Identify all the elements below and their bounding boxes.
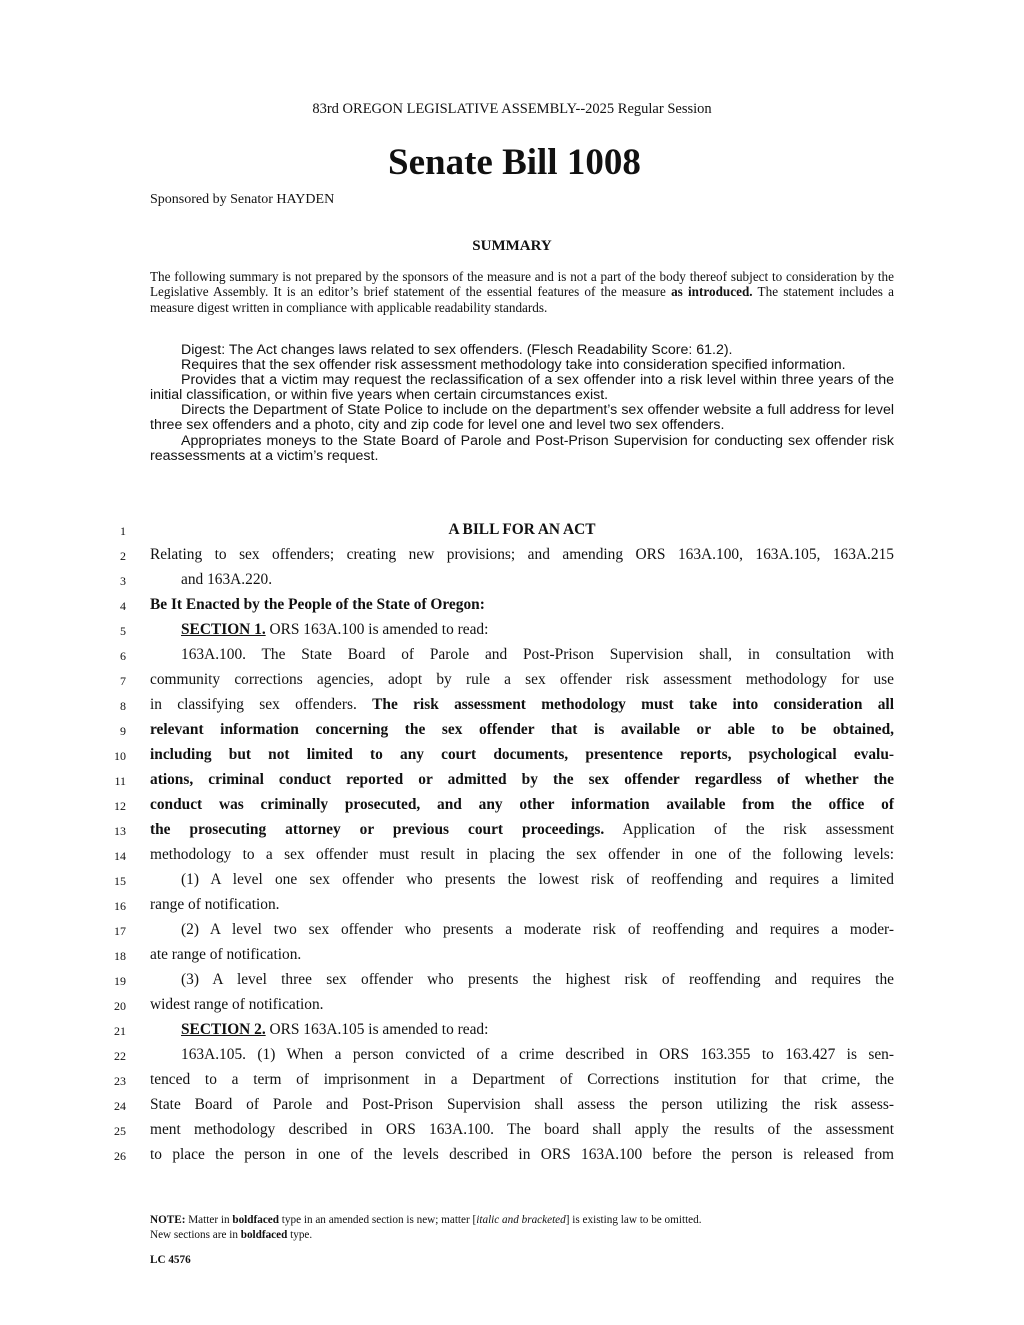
- line-number: 20: [114, 999, 126, 1013]
- bill-line: the prosecuting attorney or previous court proceedings. Application of the risk assessment: [150, 821, 895, 838]
- bill-line: range of notification.: [150, 896, 280, 913]
- section-2-heading: SECTION 2. ORS 163A.105 is amended to read:: [181, 1021, 489, 1038]
- line-number: 19: [114, 974, 126, 988]
- bill-heading: A BILL FOR AN ACT: [448, 521, 596, 538]
- line-number: 3: [120, 574, 126, 588]
- line-number: 1: [120, 524, 126, 538]
- section-1-heading: SECTION 1. ORS 163A.100 is amended to read:: [181, 621, 489, 638]
- summary-heading: SUMMARY: [472, 238, 552, 254]
- digest-paragraph: Requires that the sex offender risk assessment methodology take into consideration specified information.: [181, 357, 846, 374]
- line-number: 9: [120, 724, 126, 738]
- session-header: 83rd OREGON LEGISLATIVE ASSEMBLY--2025 Regular Session: [312, 101, 712, 117]
- bill-line: conduct was criminally prosecuted, and any other information available from the office of: [150, 796, 894, 813]
- relating-clause: Relating to sex offenders; creating new provisions; and amending ORS 163A.100, 163A.105, 163A.215: [150, 546, 894, 563]
- line-number: 26: [114, 1149, 126, 1163]
- line-number: 12: [114, 799, 126, 813]
- lc-number: LC 4576: [150, 1254, 191, 1266]
- line-number: 15: [114, 874, 126, 888]
- line-number: 13: [114, 824, 126, 838]
- digest-paragraph: Appropriates moneys to the State Board of Parole and Post-Prison Supervision for conducting sex offender risk reassessments at a victim’s request.: [150, 432, 894, 464]
- bill-line: State Board of Parole and Post-Prison Supervision shall assess the person utilizing the risk assess-: [150, 1096, 894, 1113]
- bill-line: (3) A level three sex offender who presents the highest risk of reoffending and requires the: [181, 971, 894, 988]
- bill-line: tenced to a term of imprisonment in a Department of Corrections institution for that crime, the: [150, 1071, 894, 1088]
- bill-line: 163A.105. (1) When a person convicted of a crime described in ORS 163.355 to 163.427 is sen-: [181, 1046, 894, 1063]
- bill-line: including but not limited to any court documents, presentence reports, psychological evalu-: [150, 746, 894, 763]
- line-number: 22: [114, 1049, 126, 1063]
- bill-line: in classifying sex offenders. The risk assessment methodology must take into consideration all: [150, 696, 894, 713]
- digest-paragraph: Digest: The Act changes laws related to sex offenders. (Flesch Readability Score: 61.2).: [181, 342, 733, 358]
- section-1-label: SECTION 1.: [181, 621, 266, 638]
- line-number: 5: [120, 624, 126, 638]
- line-number: 14: [114, 849, 126, 863]
- bill-line: to place the person in one of the levels described in ORS 163A.100 before the person is released from: [150, 1146, 894, 1163]
- bill-line: ment methodology described in ORS 163A.100. The board shall apply the results of the assessment: [150, 1121, 894, 1138]
- bill-line: 163A.100. The State Board of Parole and Post-Prison Supervision shall, in consultation with: [181, 646, 894, 663]
- line-number: 17: [114, 924, 126, 938]
- bill-line: ations, criminal conduct reported or admitted by the sex offender regardless of whether the: [150, 771, 894, 788]
- line-number: 16: [114, 899, 126, 913]
- summary-digest: [150, 343, 894, 464]
- digest-paragraph: Directs the Department of State Police to include on the department’s sex offender website a full address for level three sex offenders and a photo, city and zip code for level one and level two sex offenders.: [150, 402, 894, 434]
- summary-intro: The following summary is not prepared by the sponsors of the measure and is not a part of the body thereof subject to consideration by the Legislative Assembly. It is an editor’s brief statement of the essential features of the measure as introduced. The statement includes a measure digest written in compliance with applicable readability standards.: [150, 269, 894, 315]
- bill-line: community corrections agencies, adopt by rule a sex offender risk assessment methodology for use: [150, 671, 894, 688]
- bill-line: methodology to a sex offender must result in placing the sex offender in one of the following levels:: [150, 846, 894, 863]
- line-number: 6: [120, 649, 126, 663]
- bill-line: (2) A level two sex offender who presents a moderate risk of reoffending and requires a moder-: [181, 921, 894, 938]
- bill-line: relevant information concerning the sex offender that is available or able to be obtained,: [150, 721, 894, 738]
- line-number: 11: [114, 774, 126, 788]
- line-number: 2: [120, 549, 126, 563]
- line-number: 7: [120, 674, 126, 688]
- line-number: 8: [120, 699, 126, 713]
- sponsor-line: Sponsored by Senator HAYDEN: [150, 192, 335, 207]
- line-number: 4: [120, 599, 126, 613]
- section-2-label: SECTION 2.: [181, 1021, 266, 1038]
- line-number: 24: [114, 1099, 126, 1113]
- line-number: 25: [114, 1124, 126, 1138]
- footer-note: NOTE: Matter in boldfaced type in an amended section is new; matter [italic and bracketed] is existing law to be omitted. New sections are in boldfaced type.: [150, 1214, 702, 1241]
- line-number: 23: [114, 1074, 126, 1088]
- relating-clause-cont: and 163A.220.: [181, 571, 273, 588]
- line-number: 18: [114, 949, 126, 963]
- bill-line: (1) A level one sex offender who presents the lowest risk of reoffending and requires a limited: [181, 871, 894, 888]
- enacting-clause: Be It Enacted by the People of the State of Oregon:: [150, 596, 485, 613]
- digest-paragraph: Provides that a victim may request the reclassification of a sex offender into a risk level within three years of the initial classification, or within five years when certain circumstances exist.: [150, 372, 894, 404]
- bill-title: Senate Bill 1008: [388, 142, 641, 183]
- line-number: 10: [114, 749, 126, 763]
- bill-line: widest range of notification.: [150, 996, 324, 1013]
- bill-line: ate range of notification.: [150, 946, 302, 963]
- line-number: 21: [114, 1024, 126, 1038]
